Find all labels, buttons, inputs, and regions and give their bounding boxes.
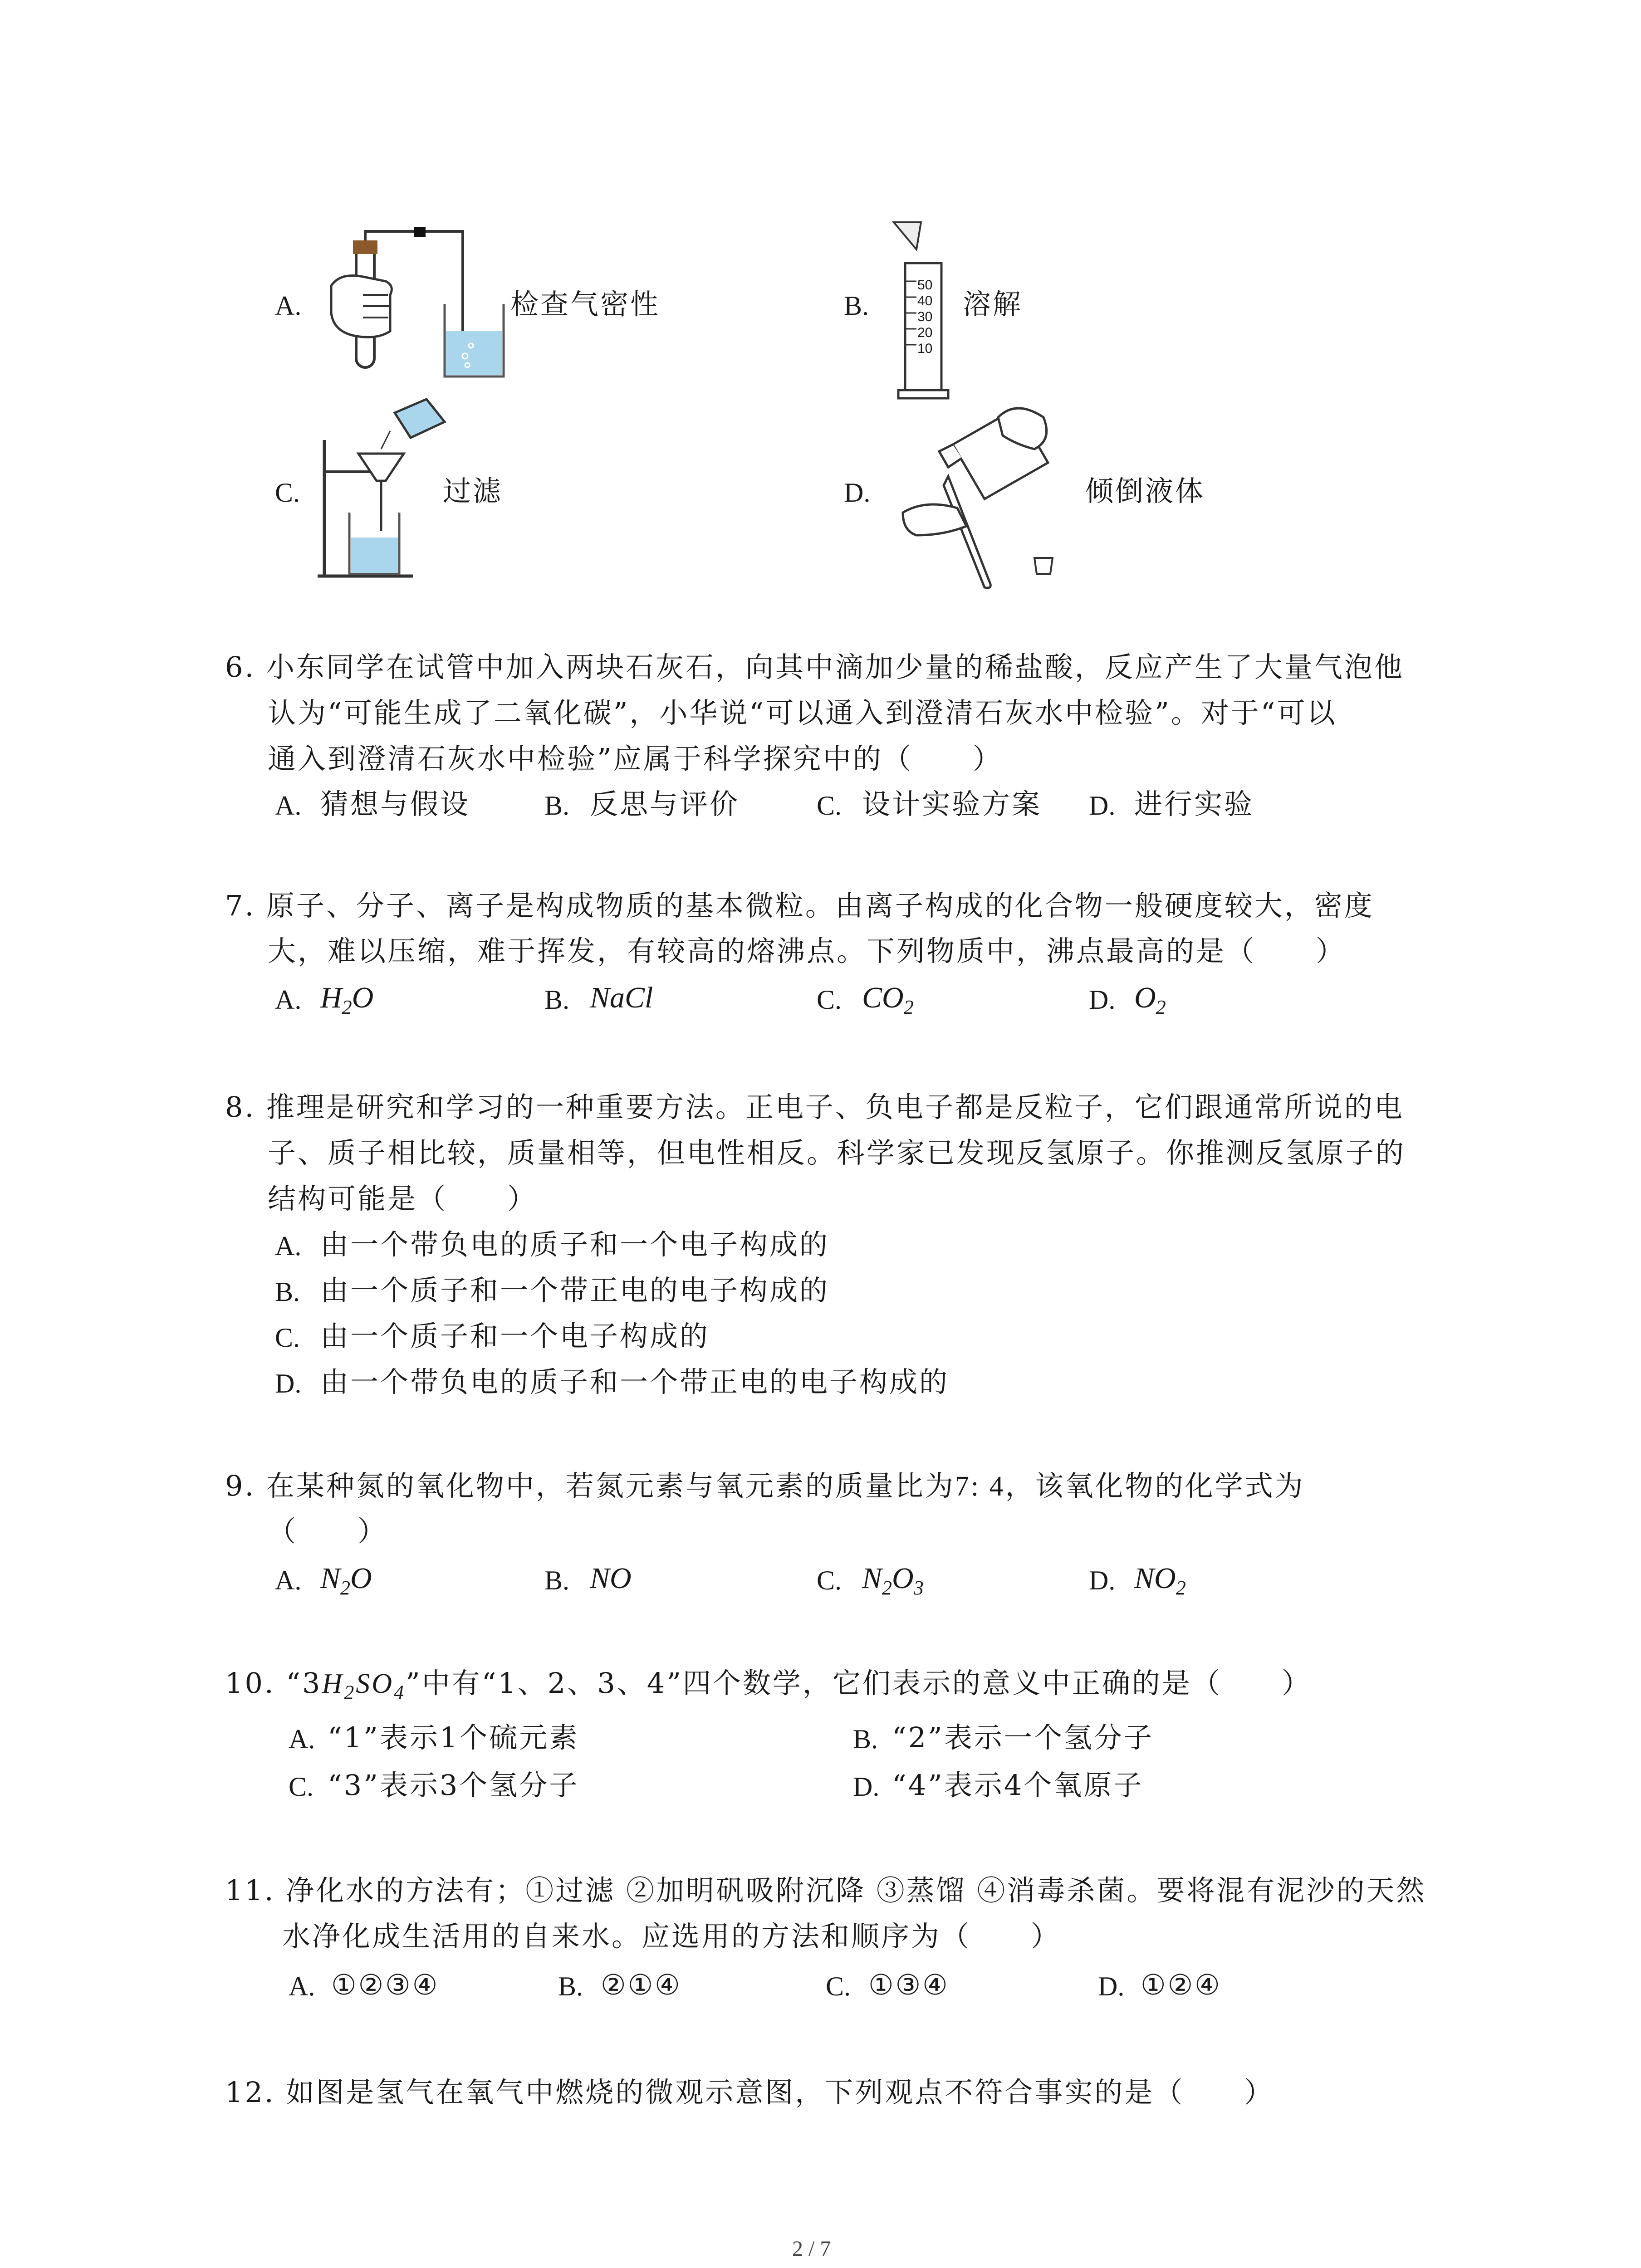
q8-option-c-text: 由一个质子和一个电子构成的	[320, 1320, 710, 1353]
q8-option-b-letter: B.	[275, 1277, 300, 1307]
q7-option-a-formula: $H_2O$	[320, 981, 374, 1019]
q9-option-d-formula: $NO_2$	[1134, 1562, 1186, 1599]
q9-option-d-letter: D.	[1089, 1565, 1116, 1595]
q6-option-a-letter: A.	[275, 791, 302, 821]
q9-option-c-formula: $N_2O_3$	[862, 1562, 924, 1599]
cylinder-tick-50: 50	[917, 278, 933, 293]
q5-option-d-letter: D.	[844, 478, 871, 508]
q9-stem-line-2: （ ）	[268, 1515, 388, 1548]
pouring-liquid-figure	[898, 399, 1098, 590]
q8-option-a-text: 由一个带负电的质子和一个电子构成的	[320, 1228, 830, 1261]
q6-option-c-text: 设计实验方案	[862, 787, 1042, 821]
q7-option-a-letter: A.	[275, 985, 302, 1015]
q8-option-c-letter: C.	[275, 1323, 300, 1353]
q8-stem-line-1: 8. 推理是研究和学习的一种重要方法。正电子、负电子都是反粒子，它们跟通常所说的电	[225, 1090, 1404, 1124]
cylinder-tick-30: 30	[917, 309, 933, 324]
cylinder-tick-40: 40	[917, 293, 933, 308]
q11-option-b-letter: B.	[558, 1971, 583, 2001]
q8-option-b-text: 由一个质子和一个带正电的电子构成的	[320, 1274, 830, 1307]
q7-option-d-formula: $O_2$	[1134, 981, 1166, 1019]
filtration-figure	[313, 399, 458, 581]
q11-option-c-letter: C.	[826, 1971, 851, 2001]
q9-option-c-letter: C.	[817, 1565, 842, 1595]
q10-option-d-letter: D.	[853, 1772, 880, 1802]
q7-option-b-letter: B.	[544, 985, 570, 1015]
q7-option-c-letter: C.	[817, 985, 842, 1015]
q5-option-a-letter: A.	[275, 291, 302, 321]
q10-option-c-text: “3”表示3个氢分子	[328, 1769, 579, 1802]
q6-option-d-letter: D.	[1089, 791, 1116, 821]
q10-option-c-letter: C.	[289, 1772, 314, 1802]
q6-option-b-text: 反思与评价	[590, 787, 740, 821]
q5-option-c-letter: C.	[275, 478, 300, 508]
q10-option-b-letter: B.	[853, 1724, 878, 1754]
q7-option-d-letter: D.	[1089, 985, 1116, 1015]
q8-stem-line-2: 子、质子相比较，质量相等，但电性相反。科学家已发现反氢原子。你推测反氢原子的	[268, 1136, 1406, 1169]
q6-option-d-text: 进行实验	[1134, 787, 1254, 821]
q8-option-d-text: 由一个带负电的质子和一个带正电的电子构成的	[320, 1365, 950, 1398]
q5-option-c-text: 过滤	[443, 474, 503, 508]
q6-option-c-letter: C.	[817, 791, 842, 821]
q12-stem: 12. 如图是氢气在氧气中燃烧的微观示意图，下列观点不符合事实的是（ ）	[225, 2076, 1274, 2109]
q10-stem: 10. “$3H_2SO_4$”中有“1、2、3、4”四个数学，它们表示的意义中正确的是（ ）	[225, 1667, 1312, 1704]
q11-option-a-letter: A.	[289, 1971, 315, 2001]
cylinder-tick-10: 10	[917, 341, 933, 356]
q11-stem-line-2: 水净化成生活用的自来水。应选用的方法和顺序为（ ）	[282, 1920, 1061, 1953]
q10-option-a-letter: A.	[289, 1724, 315, 1754]
q6-option-b-letter: B.	[544, 791, 570, 821]
q5-option-b-letter: B.	[844, 291, 869, 321]
q5-option-a-text: 检查气密性	[510, 288, 661, 321]
q8-option-a-letter: A.	[275, 1231, 302, 1261]
q11-option-c-text: ①③④	[868, 1968, 950, 2001]
q11-stem-line-1: 11. 净化水的方法有；①过滤 ②加明矾吸附沉降 ③蒸馏 ④消毒杀菌。要将混有泥沙的天然	[225, 1874, 1426, 1907]
q9-option-b-letter: B.	[544, 1565, 570, 1595]
q5-option-b-text: 溶解	[963, 288, 1023, 321]
q10-option-a-text: “1”表示1个硫元素	[328, 1721, 579, 1754]
q11-option-d-text: ①②④	[1141, 1968, 1222, 2001]
q8-stem-line-3: 结构可能是（ ）	[268, 1182, 538, 1215]
q6-option-a-text: 猜想与假设	[320, 787, 470, 821]
q6-stem-line-2: 认为“可能生成了二氧化碳”，小华说“可以通入到澄清石灰水中检验”。对于“可以	[268, 696, 1337, 729]
q10-option-b-text: “2”表示一个氢分子	[892, 1721, 1154, 1754]
airtightness-check-figure	[313, 227, 513, 381]
q6-stem-line-1: 6. 小东同学在试管中加入两块石灰石，向其中滴加少量的稀盐酸，反应产生了大量气泡他	[225, 650, 1404, 684]
q6-stem-line-3: 通入到澄清石灰水中检验”应属于科学探究中的（ ）	[268, 742, 1003, 775]
page-number: 2 / 7	[792, 2237, 831, 2261]
q7-stem-line-1: 7. 原子、分子、离子是构成物质的基本微粒。由离子构成的化合物一般硬度较大，密度	[225, 889, 1374, 922]
cylinder-tick-20: 20	[917, 325, 933, 340]
q9-option-a-formula: $N_2O$	[320, 1562, 372, 1599]
q9-stem-line-1: 9. 在某种氮的氧化物中，若氮元素与氧元素的质量比为7: 4，该氧化物的化学式为	[225, 1469, 1305, 1502]
q11-option-b-text: ②①④	[601, 1968, 682, 2001]
q10-option-d-text: “4”表示4个氧原子	[892, 1769, 1144, 1802]
q7-option-b-formula: NaCl	[590, 981, 653, 1014]
q7-option-c-formula: $CO_2$	[862, 981, 914, 1019]
q9-option-b-formula: NO	[590, 1562, 632, 1595]
q9-option-a-letter: A.	[275, 1565, 302, 1595]
q7-stem-line-2: 大，难以压缩，难于挥发，有较高的熔沸点。下列物质中，沸点最高的是（ ）	[268, 934, 1346, 968]
q5-option-d-text: 倾倒液体	[1085, 474, 1205, 508]
q11-option-a-text: ①②③④	[331, 1968, 440, 2001]
q11-option-d-letter: D.	[1098, 1971, 1125, 2001]
q8-option-d-letter: D.	[275, 1369, 302, 1398]
